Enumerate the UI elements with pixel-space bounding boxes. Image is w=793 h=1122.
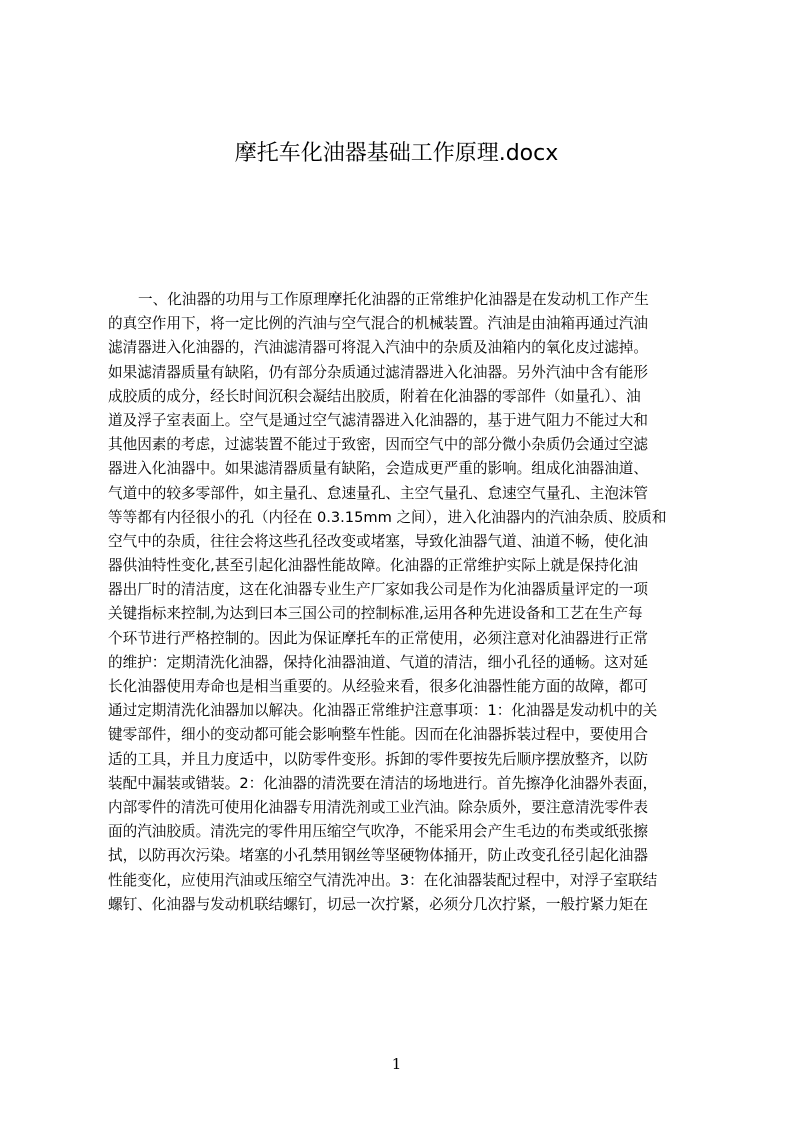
body-line: 的维护：定期清洗化油器，保持化油器油道、气道的清洁，细小孔径的通畅。这对延	[108, 653, 648, 671]
document-body	[108, 288, 698, 913]
body-line: 装配中漏装或错装。2：化油器的清洗要在清洁的场地进行。首先擦净化油器外表面，	[108, 774, 658, 792]
body-line: 器进入化油器中。如果滤清器质量有缺陷，会造成更严重的影响。组成化油器油道、	[108, 460, 648, 478]
body-line: 关键指标来控制,为达到曰本三国公司的控制标准,运用各种先进设备和工艺在生产每	[108, 605, 643, 623]
body-line: 适的工具，并且力度适中，以防零件变形。拆卸的零件要按先后顺序摆放整齐，以防	[108, 750, 648, 768]
body-line: 如果滤清器质量有缺陷，仍有部分杂质通过滤清器进入化油器。另外汽油中含有能形	[108, 363, 648, 381]
body-line: 等等都有内径很小的孔（内径在 0.3.15mm 之间），进入化油器内的汽油杂质、胶质和	[108, 508, 667, 526]
body-line: 器供油特性变化,甚至引起化油器性能故障。化油器的正常维护实际上就是保持化油	[108, 557, 639, 575]
body-line: 拭，以防再次污染。堵塞的小孔禁用钢丝等坚硬物体捅开，防止改变孔径引起化油器	[108, 847, 648, 865]
body-line: 其他因素的考虑，过滤装置不能过于致密，因而空气中的部分微小杂质仍会通过空滤	[108, 436, 648, 454]
body-line: 内部零件的清洗可使用化油器专用清洗剂或工业汽油。除杂质外，要注意清洗零件表	[108, 798, 648, 816]
body-line: 键零部件，细小的变动都可能会影响整车性能。因而在化油器拆装过程中，要使用合	[108, 726, 648, 744]
page-number: 1	[391, 1055, 402, 1073]
body-line: 螺钉、化油器与发动机联结螺钉，切忌一次拧紧，必须分几次拧紧，一般拧紧力矩在	[108, 895, 648, 913]
body-line: 气道中的较多零部件，如主量孔、怠速量孔、主空气量孔、怠速空气量孔、主泡沫管	[108, 484, 648, 502]
body-line: 滤清器进入化油器的，汽油滤清器可将混入汽油中的杂质及油箱内的氧化皮过滤掉。	[108, 339, 648, 357]
body-line: 面的汽油胶质。清洗完的零件用压缩空气吹净，不能采用会产生毛边的布类或纸张擦	[108, 823, 648, 841]
body-line: 器出厂时的清洁度，这在化油器专业生产厂家如我公司是作为化油器质量评定的一项	[108, 581, 648, 599]
body-line: 的真空作用下，将一定比例的汽油与空气混合的机械装置。汽油是由油箱再通过汽油	[108, 315, 648, 333]
body-line: 个环节进行严格控制的。因此为保证摩托车的正常使用，必须注意对化油器进行正常	[108, 629, 648, 647]
body-line: 性能变化，应使用汽油或压缩空气清洗冲出。3：在化油器装配过程中，对浮子室联结	[108, 871, 658, 889]
body-line: 成胶质的成分，经长时间沉积会凝结出胶质，附着在化油器的零部件（如量孔）、油	[108, 387, 641, 405]
body-line: 长化油器使用寿命也是相当重要的。从经验来看，很多化油器性能方面的故障，都可	[108, 678, 648, 695]
body-line: 一、化油器的功用与工作原理摩托化油器的正常维护化油器是在发动机工作产生	[138, 291, 649, 308]
body-line: 道及浮子室表面上。空气是通过空气滤清器进入化油器的，基于进气阻力不能过大和	[108, 411, 648, 429]
document-title: 摩托车化油器基础工作原理.docx	[234, 141, 559, 166]
body-line: 空气中的杂质，往往会将这些孔径改变或堵塞，导致化油器气道、油道不畅，使化油	[108, 532, 648, 550]
body-line: 通过定期清洗化油器加以解决。化油器正常维护注意事项：1：化油器是发动机中的关	[108, 702, 658, 720]
